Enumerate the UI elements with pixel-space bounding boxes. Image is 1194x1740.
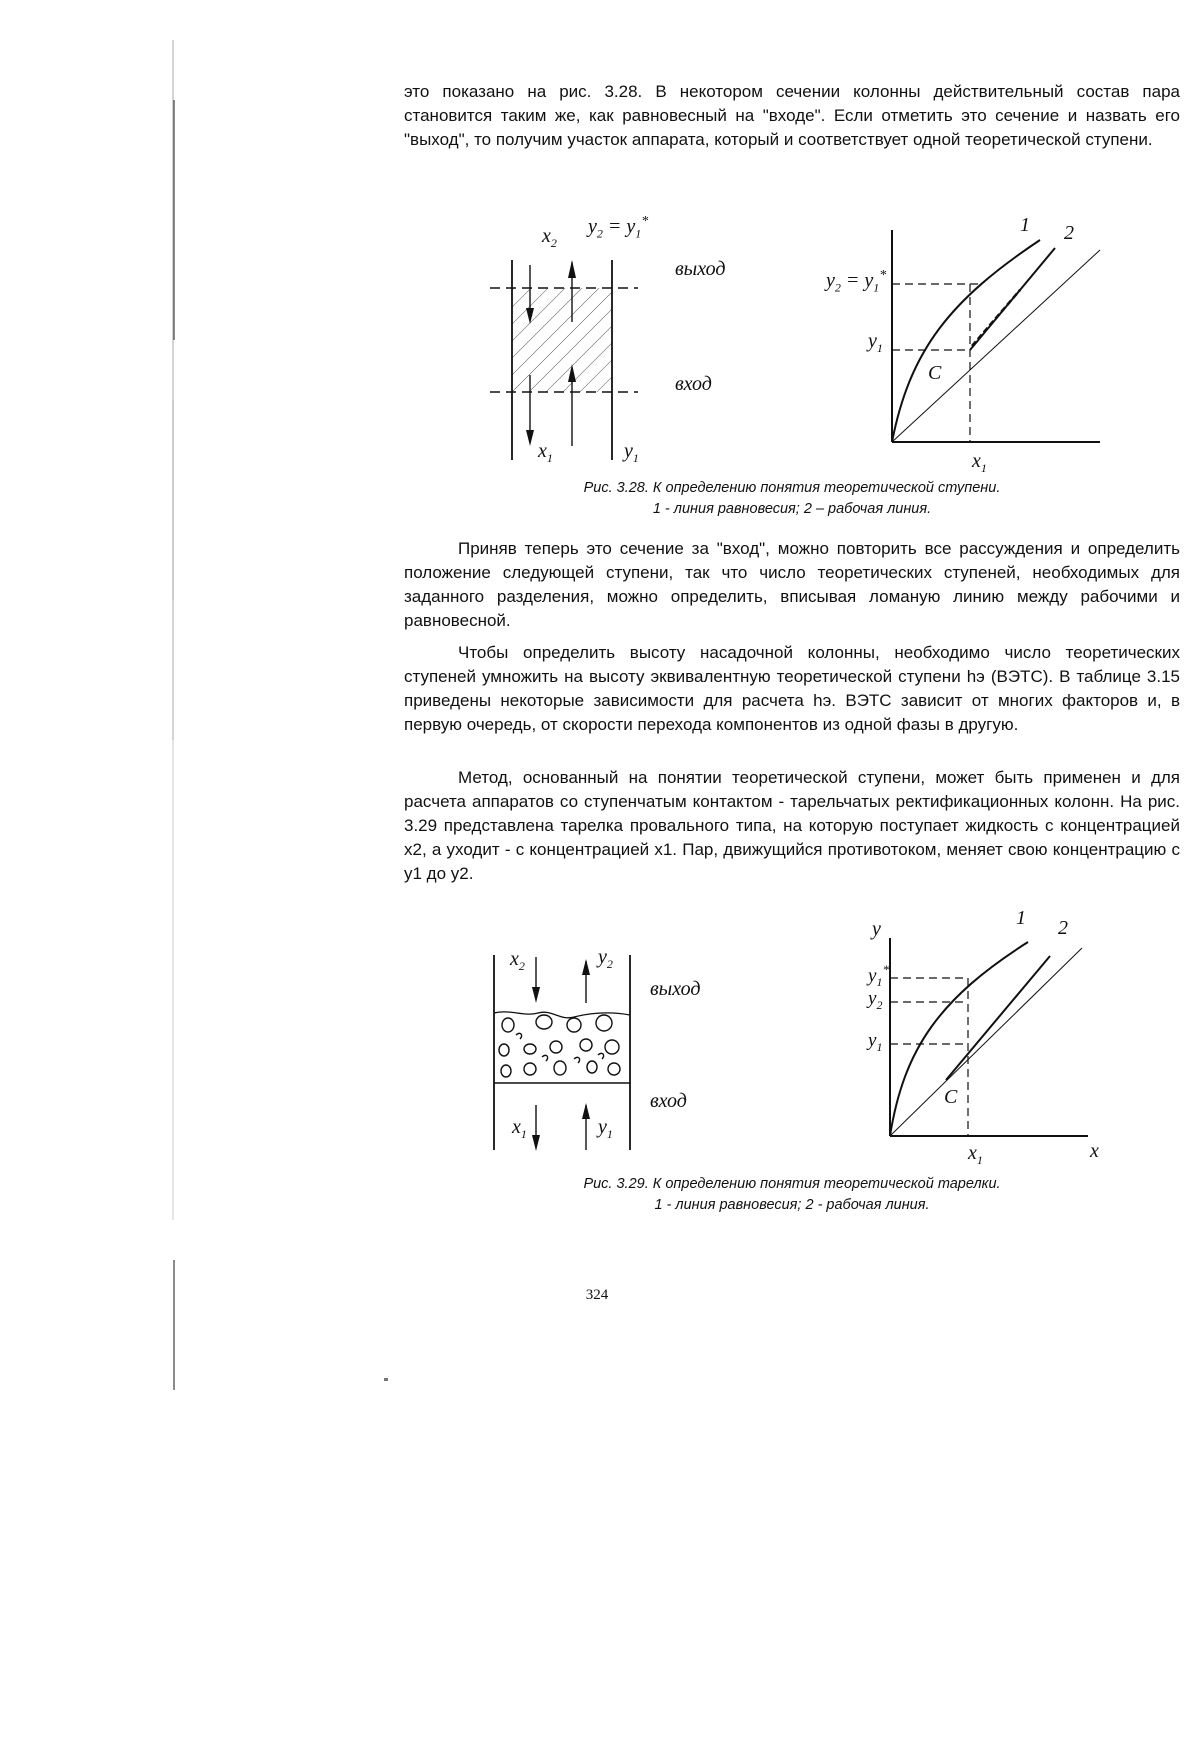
fig328-label-exit: выход [675,258,726,280]
fig329-graph-y1: $y_1$ [868,1030,883,1054]
fig328-label-x1: $x_1$ [538,440,553,465]
paragraph-column-height: Чтобы определить высоту насадочной колонны, необходимо число теоретических ступеней умножить на высоту эквивалентную теоретической ступени hэ (ВЭТС). В таблице 3.15 приведены некоторые зависимости для расчета hэ. ВЭТС зависит от многих факторов и, в первую очередь, от скорости перехода компонентов из одной фазы в другую. [404,643,1180,734]
fig-3-29-caption [404,1174,1180,1216]
fig-3-28-caption-line1: Рис. 3.28. К определению понятия теоретической ступени. [583,480,1001,496]
fig-3-28-equilibrium-graph [890,230,1110,460]
fig-3-29-equilibrium-graph [888,938,1098,1148]
fig328-graph-y2-eq-y1star: $y_2 = y_1^*$ [826,268,887,295]
fig329-label-entry: вход [650,1090,687,1112]
scan-speck [384,1378,388,1381]
fig328-graph-x1: $x_1$ [972,450,987,475]
page-number: 324 [585,1287,609,1303]
fig329-label-y2: $y_2$ [598,946,613,971]
fig-3-28-caption [404,478,1180,520]
fig-3-28-caption-line2: 1 - линия равновесия; 2 – рабочая линия. [652,501,932,517]
paragraph-next-stage: Приняв теперь это сечение за "вход", можно повторить все рассуждения и определить положение следующей ступени, так что число теоретических ступеней, необходимых для заданного разделения, можно определить, вписывая ломаную линию между рабочими и равновесной. [404,539,1180,630]
fig329-graph-y1star: $y_1^*$ [868,962,889,990]
fig329-graph-axis-x: x [1090,1140,1099,1162]
fig328-label-y2-eq-y1star: $y_2 = y_1^*$ [588,214,649,241]
fig-3-28-column-diagram [490,210,750,470]
fig328-label-entry: вход [675,373,712,395]
fig329-label-y1: $y_1$ [598,1116,613,1141]
fig328-graph-point-c: C [928,362,942,384]
paragraph-plate-method: Метод, основанный на понятии теоретической ступени, может быть применен и для расчета аппаратов со ступенчатым контактом - тарельчатых ректификационных колонн. На рис. 3.29 представлена тарелка провального типа, на которую поступает жидкость с концентрацией x2, а уходит - с концентрацией x1. Пар, движущийся противотоком, меняет свою концентрацию с y1 до y2. [404,768,1180,883]
fig-3-29-caption-line1: Рис. 3.29. К определению понятия теоретической тарелки. [583,1176,1001,1192]
fig329-graph-curve1-label: 1 [1016,907,1026,929]
fig328-graph-curve1-label: 1 [1020,214,1030,236]
fig328-label-y1: $y_1$ [624,440,639,465]
fig329-graph-point-c: C [944,1086,958,1108]
fig329-graph-x1: $x_1$ [968,1142,983,1167]
fig329-graph-axis-y: y [872,918,881,940]
fig-3-29-caption-line2: 1 - линия равновесия; 2 - рабочая линия. [654,1197,930,1213]
fig328-graph-curve2-label: 2 [1064,222,1074,244]
fig328-label-x2: $x_2$ [542,225,557,250]
fig328-graph-y1: $y_1$ [868,330,883,355]
fig329-label-x2: $x_2$ [510,948,525,973]
scan-edge-artifact [170,40,173,1740]
fig329-graph-y2: $y_2$ [868,988,883,1012]
fig329-label-exit: выход [650,978,701,1000]
fig329-graph-curve2-label: 2 [1058,917,1068,939]
paragraph-intro: это показано на рис. 3.28. В некотором сечении колонны действительный состав пара становится таким же, как равновесный на "входе". Если отметить это сечение и назвать его "выход", то получим участок аппарата, который и соответствует одной теоретической ступени. [404,82,1180,149]
fig329-label-x1: $x_1$ [512,1116,527,1141]
